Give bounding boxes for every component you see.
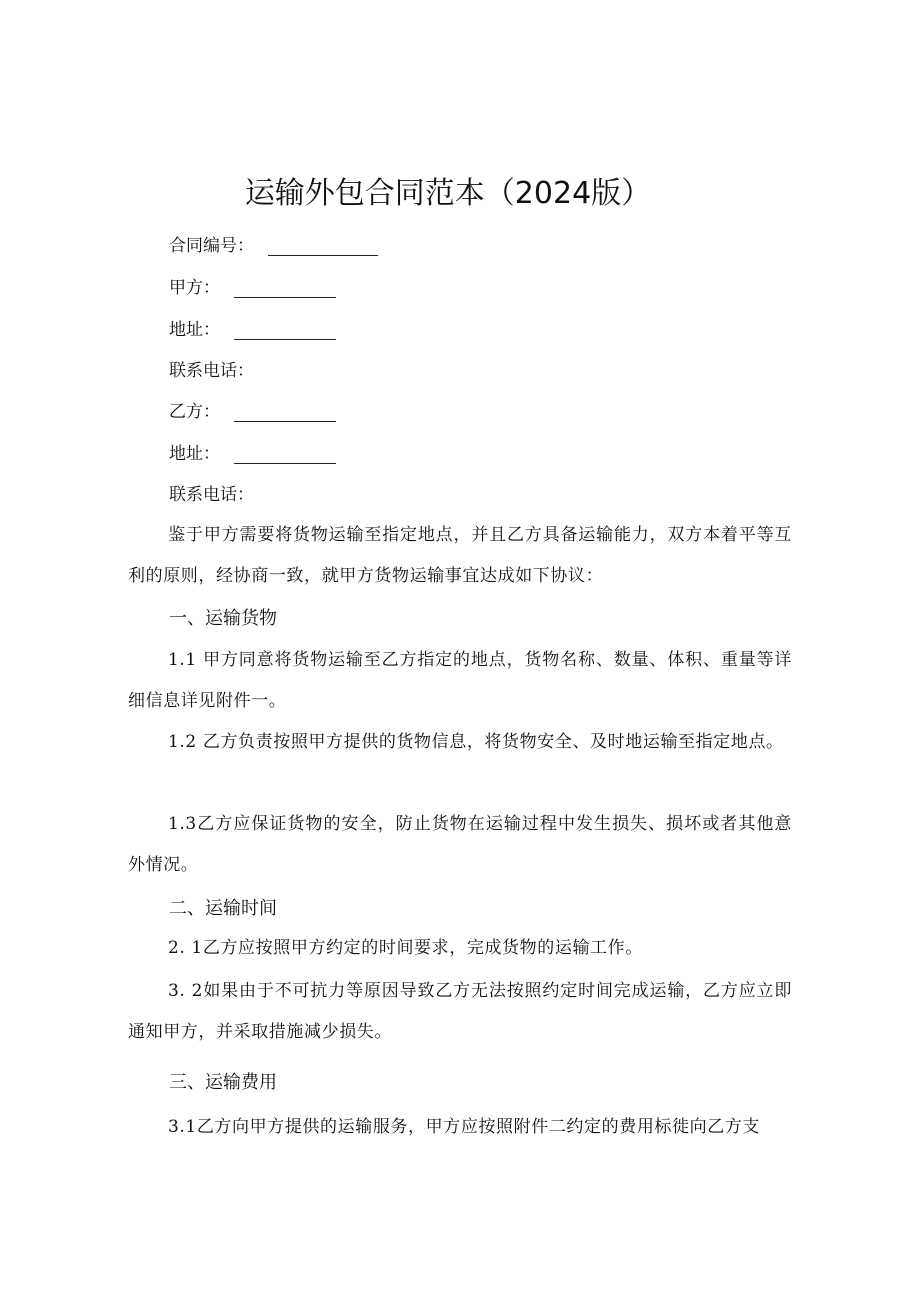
address-b-label: 地址： (169, 444, 220, 464)
clause-2-2: 3. 2如果由于不可抗力等原因导致乙方无法按照约定时间完成运输，乙方应立即通知甲方，并采取措施减少损失。 (128, 981, 792, 1042)
party-a-label: 甲方： (169, 278, 220, 298)
party-b-label: 乙方： (169, 402, 220, 422)
address-a-field (169, 318, 336, 342)
preamble-paragraph (128, 515, 792, 597)
section-1-heading: 一、运输货物 (169, 608, 277, 629)
phone-b-label: 联系电话： (169, 485, 254, 505)
section-2-heading: 二、运输时间 (169, 898, 277, 919)
contract-number-blank (268, 237, 378, 256)
document-title: 运输外包合同范本（2024版） (244, 176, 652, 211)
phone-b-field (169, 483, 254, 507)
section-3-heading: 三、运输费用 (169, 1072, 277, 1093)
clause-3-1: 3.1乙方向甲方提供的运输服务，甲方应按照附件二约定的费用标徙向乙方支 (168, 1117, 761, 1137)
preamble-text: 鉴于甲方需要将货物运输至指定地点，并且乙方具备运输能力，双方本着平等互利的原则，经协商一致，就甲方货物运输事宜达成如下协议： (128, 525, 792, 586)
phone-a-label: 联系电话： (169, 361, 254, 381)
party-b-field (169, 400, 336, 424)
party-a-field (169, 276, 336, 300)
clause-1-2: 1.2 乙方负责按照甲方提供的货物信息，将货物安全、及时地运输至指定地点。 (168, 732, 784, 752)
address-a-label: 地址： (169, 320, 220, 340)
address-a-blank (234, 321, 336, 340)
address-b-field (169, 442, 336, 466)
party-a-blank (234, 279, 336, 298)
clause-1-3: 1.3乙方应保证货物的安全，防止货物在运输过程中发生损失、损坏或者其他意外情况。 (128, 814, 792, 875)
phone-a-field (169, 359, 254, 383)
clause-1-1: 1.1 甲方同意将货物运输至乙方指定的地点，货物名称、数量、体积、重量等详细信息详见附件一。 (128, 650, 792, 711)
clause-2-1: 2. 1乙方应按照甲方约定的时间要求，完成货物的运输工作。 (168, 938, 643, 958)
address-b-blank (234, 445, 336, 464)
party-b-blank (234, 403, 336, 422)
contract-number-label: 合同编号： (169, 236, 254, 256)
contract-number-field (169, 234, 378, 258)
